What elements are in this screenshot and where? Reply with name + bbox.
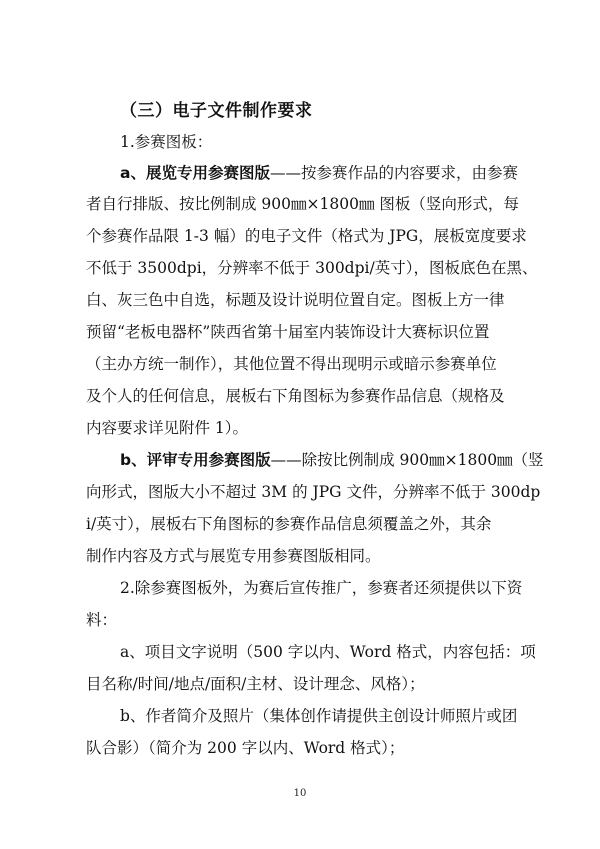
section-heading: （三）电子文件制作要求 [120, 101, 313, 121]
item-2-line-1: 2.除参赛图板外，为赛后宣传推广，参赛者还须提供以下资 [120, 579, 523, 597]
paragraph-a-line-8: 及个人的任何信息，展板右下角图标为参赛作品信息（规格及 [86, 387, 505, 405]
paragraph-a-line-4: 不低于 3500dpi，分辨率不低于 300dpi/英寸），图板底色在黑、 [86, 259, 538, 277]
paragraph-c-line-2: 目名称/时间/地点/面积/主材、设计理念、风格）； [86, 675, 425, 693]
paragraph-b-line-4: 制作内容及方式与展览专用参赛图版相同。 [86, 547, 381, 565]
item-2-line-2: 料： [86, 611, 118, 629]
paragraph-b-label: b、评审专用参赛图版 [120, 451, 271, 469]
paragraph-a-line-9: 内容要求详见附件 1）。 [86, 419, 249, 437]
paragraph-a-line-7: （主办方统一制作），其他位置不得出现明示或暗示参赛单位 [86, 355, 497, 373]
paragraph-d-line-2: 队合影）（简介为 200 字以内、Word 格式）； [86, 739, 405, 757]
item-1-title: 1.参赛图板： [120, 133, 213, 151]
paragraph-b-intro: ——除按比例制成 900㎜×1800㎜（竖 [270, 451, 544, 469]
paragraph-a-intro: ——按参赛作品的内容要求，由参赛 [269, 164, 518, 182]
paragraph-b-line-3: i/英寸），展板右下角图标的参赛作品信息须覆盖之外，其余 [86, 515, 492, 533]
paragraph-a-line-3: 个参赛作品限 1-3 幅）的电子文件（格式为 JPG，展板宽度要求 [86, 227, 527, 245]
paragraph-d-line-1: b、作者简介及照片（集体创作请提供主创设计师照片或团 [120, 707, 518, 725]
paragraph-a-label: a、展览专用参赛图版 [120, 164, 270, 182]
paragraph-b-line-2: 向形式，图版大小不超过 3M 的 JPG 文件，分辨率不低于 300dp [86, 483, 541, 501]
paragraph-a-line-2: 者自行排版、按比例制成 900㎜×1800㎜ 图板（竖向形式，每 [86, 195, 519, 213]
paragraph-b-line-1 [120, 450, 544, 470]
paragraph-a-line-1 [120, 163, 526, 183]
paragraph-a-line-6: 预留“老板电器杯”陕西省第十届室内装饰设计大赛标识位置 [86, 323, 490, 341]
page-number: 10 [293, 788, 307, 799]
paragraph-a-line-5: 白、灰三色中自选，标题及设计说明位置自定。图板上方一律 [86, 291, 505, 309]
paragraph-c-line-1: a、项目文字说明（500 字以内、Word 格式，内容包括：项 [120, 643, 536, 661]
